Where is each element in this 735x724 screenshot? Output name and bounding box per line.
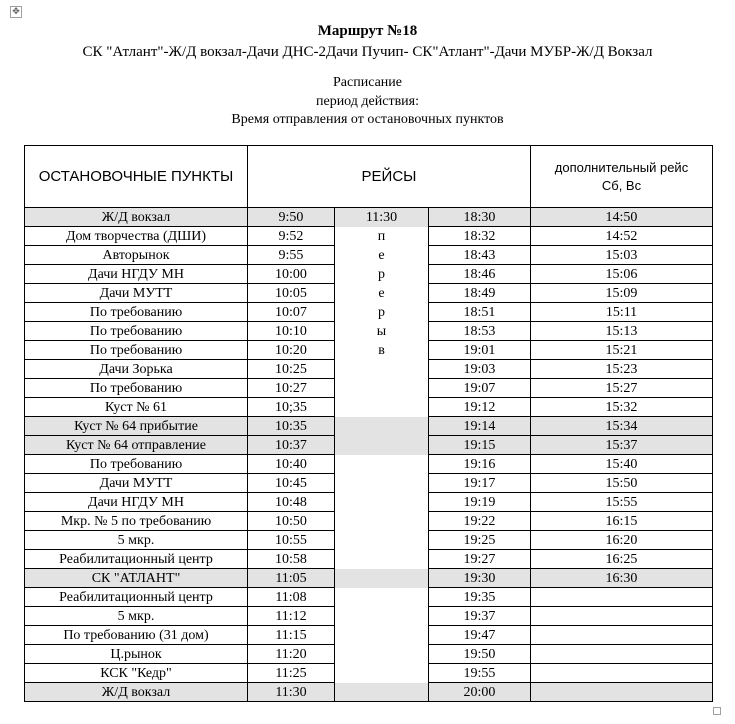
trip-2-time-cell [335, 531, 429, 550]
table-row [25, 626, 713, 645]
stop-name-cell: По требованию [25, 303, 248, 322]
table-resize-handle[interactable] [713, 707, 721, 715]
table-row [25, 284, 713, 303]
extra-trip-time-cell: 16:25 [531, 550, 713, 569]
trip-2-time-cell: в [335, 341, 429, 360]
trip-3-time-cell: 18:49 [429, 284, 531, 303]
extra-trip-time-cell: 15:55 [531, 493, 713, 512]
trip-3-time-cell: 19:27 [429, 550, 531, 569]
table-row [25, 607, 713, 626]
trip-1-time-cell: 10:20 [248, 341, 335, 360]
stop-name-cell: Дачи Зорька [25, 360, 248, 379]
table-row [25, 341, 713, 360]
trip-2-time-cell: р [335, 265, 429, 284]
trip-2-time-cell: п [335, 227, 429, 246]
validity-period-label: период действия: [315, 94, 419, 109]
trip-1-time-cell: 10:27 [248, 379, 335, 398]
stop-name-cell: Дачи МУТТ [25, 284, 248, 303]
trip-1-time-cell: 10:07 [248, 303, 335, 322]
trip-3-time-cell: 19:55 [429, 664, 531, 683]
trip-3-time-cell: 19:01 [429, 341, 531, 360]
trip-3-time-cell: 19:15 [429, 436, 531, 455]
table-move-handle-icon[interactable]: ✥ [10, 6, 22, 18]
trip-3-time-cell: 19:35 [429, 588, 531, 607]
trip-1-time-cell: 10:37 [248, 436, 335, 455]
table-row [25, 322, 713, 341]
extra-trip-time-cell: 15:40 [531, 455, 713, 474]
table-row [25, 493, 713, 512]
trip-1-time-cell: 11:30 [248, 683, 335, 702]
schedule-heading: Расписание [333, 75, 402, 90]
trip-2-time-cell [335, 512, 429, 531]
table-row [25, 512, 713, 531]
trip-3-time-cell: 20:00 [429, 683, 531, 702]
table-row [25, 436, 713, 455]
trip-3-time-cell: 19:03 [429, 360, 531, 379]
stop-name-cell: По требованию [25, 322, 248, 341]
trip-3-time-cell: 18:43 [429, 246, 531, 265]
column-header-trips: РЕЙСЫ [248, 146, 531, 208]
trip-1-time-cell: 10;35 [248, 398, 335, 417]
trip-1-time-cell: 10:25 [248, 360, 335, 379]
table-row [25, 265, 713, 284]
trip-1-time-cell: 10:50 [248, 512, 335, 531]
extra-trip-time-cell [531, 626, 713, 645]
trip-2-time-cell [335, 474, 429, 493]
trip-3-time-cell: 19:25 [429, 531, 531, 550]
trip-3-time-cell: 19:19 [429, 493, 531, 512]
stop-name-cell: КСК "Кедр" [25, 664, 248, 683]
extra-trip-time-cell: 15:50 [531, 474, 713, 493]
stop-name-cell: По требованию (31 дом) [25, 626, 248, 645]
table-row [25, 455, 713, 474]
trip-2-time-cell [335, 569, 429, 588]
trip-1-time-cell: 10:05 [248, 284, 335, 303]
column-header-stops: ОСТАНОВОЧНЫЕ ПУНКТЫ [25, 146, 248, 208]
extra-trip-time-cell: 15:34 [531, 417, 713, 436]
extra-trip-time-cell: 14:50 [531, 208, 713, 227]
table-row [25, 645, 713, 664]
trip-1-time-cell: 10:35 [248, 417, 335, 436]
table-row [25, 417, 713, 436]
stop-name-cell: Ж/Д вокзал [25, 683, 248, 702]
stop-name-cell: Куст № 61 [25, 398, 248, 417]
table-row [25, 588, 713, 607]
trip-2-time-cell [335, 360, 429, 379]
trip-1-time-cell: 11:20 [248, 645, 335, 664]
trip-2-time-cell [335, 436, 429, 455]
trip-2-time-cell [335, 683, 429, 702]
extra-trip-time-cell [531, 664, 713, 683]
trip-1-time-cell: 11:25 [248, 664, 335, 683]
extra-trip-time-cell [531, 607, 713, 626]
table-row [25, 569, 713, 588]
extra-trip-time-cell [531, 588, 713, 607]
table-row [25, 664, 713, 683]
trip-2-time-cell [335, 588, 429, 607]
extra-trip-time-cell [531, 645, 713, 664]
trip-2-time-cell [335, 626, 429, 645]
trip-2-time-cell: е [335, 284, 429, 303]
stop-name-cell: СК "АТЛАНТ" [25, 569, 248, 588]
table-row [25, 246, 713, 265]
page-title: Маршрут №18 [317, 23, 418, 39]
table-row [25, 360, 713, 379]
extra-trip-time-cell: 15:23 [531, 360, 713, 379]
stop-name-cell: Дачи НГДУ МН [25, 265, 248, 284]
stop-name-cell: 5 мкр. [25, 607, 248, 626]
stop-name-cell: По требованию [25, 341, 248, 360]
trip-3-time-cell: 19:12 [429, 398, 531, 417]
extra-trip-days: Сб, Вс [601, 177, 642, 193]
trip-1-time-cell: 11:05 [248, 569, 335, 588]
trip-2-time-cell: ы [335, 322, 429, 341]
stop-name-cell: Ц.рынок [25, 645, 248, 664]
trip-1-time-cell: 11:12 [248, 607, 335, 626]
stop-name-cell: Дачи НГДУ МН [25, 493, 248, 512]
stop-name-cell: Дачи МУТТ [25, 474, 248, 493]
trip-2-time-cell [335, 607, 429, 626]
trip-2-time-cell [335, 550, 429, 569]
stop-name-cell: Авторынок [25, 246, 248, 265]
extra-trip-time-cell: 15:32 [531, 398, 713, 417]
trip-3-time-cell: 18:46 [429, 265, 531, 284]
trip-2-time-cell [335, 455, 429, 474]
extra-trip-time-cell: 15:13 [531, 322, 713, 341]
trip-3-time-cell: 18:32 [429, 227, 531, 246]
table-row [25, 683, 713, 702]
trip-2-time-cell [335, 645, 429, 664]
trip-3-time-cell: 18:53 [429, 322, 531, 341]
trip-2-time-cell [335, 664, 429, 683]
stop-name-cell: Дом творчества (ДШИ) [25, 227, 248, 246]
extra-trip-time-cell: 15:06 [531, 265, 713, 284]
trip-1-time-cell: 10:48 [248, 493, 335, 512]
extra-trip-time-cell: 15:21 [531, 341, 713, 360]
trip-3-time-cell: 18:30 [429, 208, 531, 227]
trip-3-time-cell: 19:07 [429, 379, 531, 398]
schedule-table [24, 145, 713, 702]
table-row [25, 531, 713, 550]
extra-trip-time-cell: 15:03 [531, 246, 713, 265]
table-header-row [25, 146, 713, 208]
trip-1-time-cell: 9:50 [248, 208, 335, 227]
trip-1-time-cell: 10:58 [248, 550, 335, 569]
trip-3-time-cell: 19:47 [429, 626, 531, 645]
trip-3-time-cell: 19:37 [429, 607, 531, 626]
extra-trip-time-cell: 15:37 [531, 436, 713, 455]
trip-3-time-cell: 19:22 [429, 512, 531, 531]
extra-trip-time-cell: 16:15 [531, 512, 713, 531]
table-row [25, 227, 713, 246]
table-row [25, 379, 713, 398]
trip-1-time-cell: 9:55 [248, 246, 335, 265]
extra-trip-time-cell: 15:27 [531, 379, 713, 398]
extra-trip-time-cell [531, 683, 713, 702]
table-row [25, 550, 713, 569]
trip-1-time-cell: 11:08 [248, 588, 335, 607]
extra-trip-time-cell: 14:52 [531, 227, 713, 246]
trip-3-time-cell: 19:50 [429, 645, 531, 664]
stop-name-cell: По требованию [25, 455, 248, 474]
extra-trip-time-cell: 15:09 [531, 284, 713, 303]
extra-trip-time-cell: 16:30 [531, 569, 713, 588]
extra-trip-time-cell: 15:11 [531, 303, 713, 322]
trip-1-time-cell: 10:55 [248, 531, 335, 550]
trip-3-time-cell: 19:30 [429, 569, 531, 588]
trip-1-time-cell: 9:52 [248, 227, 335, 246]
stop-name-cell: Куст № 64 прибытие [25, 417, 248, 436]
trip-3-time-cell: 19:16 [429, 455, 531, 474]
trip-3-time-cell: 19:14 [429, 417, 531, 436]
extra-trip-time-cell: 16:20 [531, 531, 713, 550]
trip-3-time-cell: 18:51 [429, 303, 531, 322]
column-header-extra-trip [531, 146, 713, 208]
trip-1-time-cell: 10:00 [248, 265, 335, 284]
stop-name-cell: Мкр. № 5 по требованию [25, 512, 248, 531]
trip-2-time-cell: е [335, 246, 429, 265]
table-row [25, 398, 713, 417]
trip-2-time-cell [335, 417, 429, 436]
trip-2-time-cell: р [335, 303, 429, 322]
trip-2-time-cell [335, 493, 429, 512]
table-row [25, 303, 713, 322]
trip-3-time-cell: 19:17 [429, 474, 531, 493]
trip-2-time-cell: 11:30 [335, 208, 429, 227]
stop-name-cell: Реабилитационный центр [25, 588, 248, 607]
table-row [25, 208, 713, 227]
trip-1-time-cell: 10:10 [248, 322, 335, 341]
trip-1-time-cell: 11:15 [248, 626, 335, 645]
trip-2-time-cell [335, 379, 429, 398]
trip-1-time-cell: 10:40 [248, 455, 335, 474]
stop-name-cell: 5 мкр. [25, 531, 248, 550]
trip-1-time-cell: 10:45 [248, 474, 335, 493]
stop-name-cell: Реабилитационный центр [25, 550, 248, 569]
table-row [25, 474, 713, 493]
route-description: СК "Атлант"-Ж/Д вокзал-Дачи ДНС-2Дачи Пучип- СК"Атлант"-Дачи МУБР-Ж/Д Вокзал [82, 44, 653, 60]
stop-name-cell: Куст № 64 отправление [25, 436, 248, 455]
extra-trip-label: дополнительный рейс [554, 159, 689, 175]
departure-time-heading: Время отправления от остановочных пунктов [231, 112, 504, 127]
stop-name-cell: Ж/Д вокзал [25, 208, 248, 227]
trip-2-time-cell [335, 398, 429, 417]
stop-name-cell: По требованию [25, 379, 248, 398]
